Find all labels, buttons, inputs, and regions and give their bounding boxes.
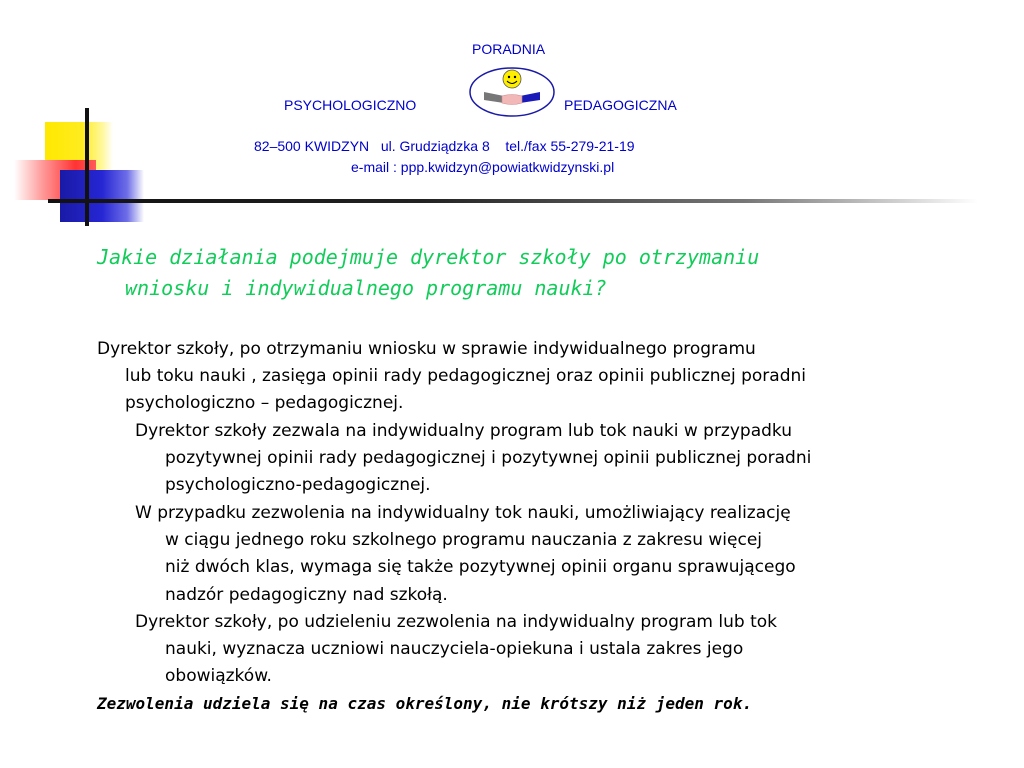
paragraph-3-line-3: niż dwóch klas, wymaga się także pozytywnej opinii organu sprawującego xyxy=(165,557,796,578)
paragraph-4 xyxy=(135,609,777,691)
final-statement: Zezwolenia udziela się na czas określony, nie krótszy niż jeden rok. xyxy=(97,694,753,713)
header-title: PORADNIA xyxy=(472,41,546,57)
paragraph-2 xyxy=(135,418,811,500)
header-left: PSYCHOLOGICZNO xyxy=(284,97,417,113)
paragraph-1-line-2: lub toku nauki , zasięga opinii rady pedagogicznej oraz opinii publicznej poradni xyxy=(125,366,806,387)
header-right: PEDAGOGICZNA xyxy=(564,97,677,113)
decor-blue-block xyxy=(60,170,144,222)
clinic-logo-icon xyxy=(468,66,556,118)
paragraph-3-line-2: w ciągu jednego roku szkolnego programu nauczania z zakresu więcej xyxy=(165,530,763,551)
header-email: e-mail : ppp.kwidzyn@powiatkwidzynski.pl xyxy=(351,159,615,175)
decor-horizontal-rule xyxy=(48,199,978,203)
paragraph-1 xyxy=(97,336,806,418)
paragraph-3-line-1: W przypadku zezwolenia na indywidualny tok nauki, umożliwiający realizację xyxy=(135,503,791,523)
paragraph-2-line-3: psychologiczno-pedagogicznej. xyxy=(165,475,431,496)
paragraph-4-line-3: obowiązków. xyxy=(165,666,272,687)
paragraph-3-line-4: nadzór pedagogiczny nad szkołą. xyxy=(165,584,448,605)
question-line-2: wniosku i indywidualnego programu nauki? xyxy=(125,276,607,300)
paragraph-4-line-2: nauki, wyznacza uczniowi nauczyciela-opiekuna i ustala zakres jego xyxy=(165,639,744,660)
paragraph-2-line-2: pozytywnej opinii rady pedagogicznej i pozytywnej opinii publicznej poradni xyxy=(165,448,812,469)
question-line-1: Jakie działania podejmuje dyrektor szkoły po otrzymaniu xyxy=(97,245,760,269)
header-address: 82–500 KWIDZYN ul. Grudziądzka 8 tel./fax 55-279-21-19 xyxy=(254,138,635,154)
paragraph-4-line-1: Dyrektor szkoły, po udzieleniu zezwolenia na indywidualny program lub tok xyxy=(135,612,777,632)
paragraph-1-line-1: Dyrektor szkoły, po otrzymaniu wniosku w sprawie indywidualnego programu xyxy=(97,339,756,359)
question-heading xyxy=(97,242,937,304)
decor-vertical-line xyxy=(85,108,89,226)
paragraph-2-line-1: Dyrektor szkoły zezwala na indywidualny program lub tok nauki w przypadku xyxy=(135,421,793,441)
paragraph-1-line-3: psychologiczno – pedagogicznej. xyxy=(125,393,404,414)
paragraph-3 xyxy=(135,500,796,609)
